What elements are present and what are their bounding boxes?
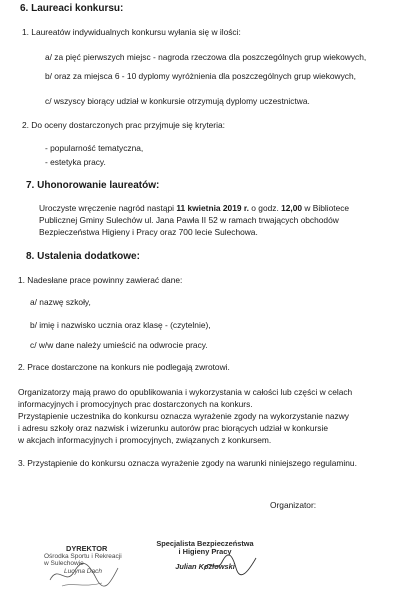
consent-line-3: w akcjach informacyjnych i promocyjnych, związanych z konkursem. [18,435,272,445]
specialist-signature-icon [200,552,260,580]
consent-line-2: i adresu szkoły oraz nazwisk i wizerunku autorów prac biorących udział w konkursie [18,423,329,433]
section-6-point-1: 1. Laureatów indywidualnych konkursu wyłania się w ilości: [22,27,241,37]
stamp-right-line-2: i Higieny Pracy [178,546,232,556]
section-8-point-3: 3. Przystąpienie do konkursu oznacza wyrażenie zgody na warunki niniejszego regulaminu. [18,458,357,468]
section-8-point-1: 1. Nadesłane prace powinny zawierać dane: [18,275,183,285]
section-7-heading: 7. Uhonorowanie laureatów: [26,180,160,191]
section-7-line-2: Publicznej Gminy Sulechów ul. Jana Pawła II 52 w ramach trwających obchodów [39,215,339,225]
award-time: 12,00 [281,203,303,213]
section-8-item-b: b/ imię i nazwisko ucznia oraz klasę - (czytelnie), [30,320,211,330]
stamp-left-title: DYREKTOR [66,544,108,553]
organizer-label: Organizator: [270,500,317,510]
section-6-heading: 6. Laureaci konkursu: [20,3,124,14]
section-8-item-c: c/ w/w dane należy umieścić na odwrocie pracy. [30,340,208,350]
section-6-item-b: b/ oraz za miejsca 6 - 10 dyplomy wyróżnienia dla poszczególnych grup wiekowych, [45,71,356,81]
organizers-line-1: Organizatorzy mają prawo do opublikowania i wykorzystania w całości lub części w celach [18,387,353,397]
organizers-line-2: informacyjnych i promocyjnych prac dostarczonych na konkurs. [18,399,253,409]
section-8-item-a: a/ nazwę szkoły, [30,297,91,307]
section-7-line-1 [39,203,349,214]
criterion-2: - estetyka pracy. [45,157,106,167]
stamp-right-name: Julian Kozłowski [175,562,235,571]
award-text-3: w Bibliotece [302,203,350,213]
stamp-left-line-3: w Sulechowie [44,560,84,567]
section-6-item-a: a/ za pięć pierwszych miejsc - nagroda rzeczowa dla poszczególnych grup wiekowych, [45,52,367,62]
section-6-point-2: 2. Do oceny dostarczonych prac przyjmuje się kryteria: [22,120,225,130]
consent-line-1: Przystąpienie uczestnika do konkursu oznacza wyrażenie zgody na wykorzystanie nazwy [18,411,349,421]
section-6-item-c: c/ wszyscy biorący udział w konkursie otrzymują dyplomy uczestnictwa. [45,96,310,106]
criterion-1: - popularność tematyczna, [45,143,144,153]
section-7-line-3: Bezpieczeństwa Higieny i Pracy oraz 700 lecie Sulechowa. [39,227,258,237]
stamp-right-title: Specjalista Bezpieczeństwa [156,539,254,548]
section-8-point-2: 2. Prace dostarczone na konkurs nie podlegają zwrotowi. [18,362,230,372]
director-signature-icon [44,556,124,592]
stamp-left-line-2: Ośrodka Sportu i Rekreacji [44,552,122,560]
section-8-heading: 8. Ustalenia dodatkowe: [26,251,140,262]
award-text-2: o godz. [248,203,282,213]
award-text-1: Uroczyste wręczenie nagród nastąpi [39,203,177,213]
stamp-left-name: Lucyna Dach [64,567,102,575]
award-date: 11 kwietnia 2019 r. [176,203,249,213]
